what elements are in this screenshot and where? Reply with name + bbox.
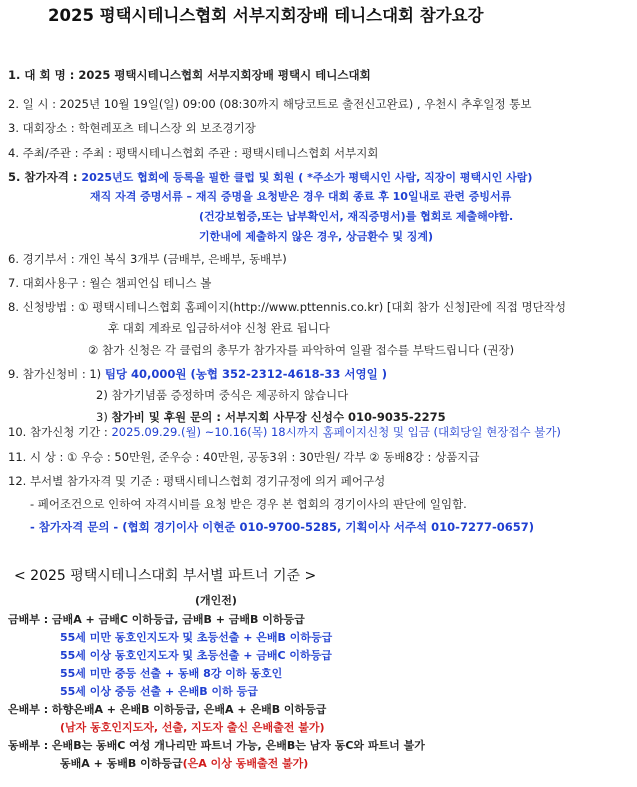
eligibility-note-3: 기한내에 제출하지 않은 경우, 상금환수 및 징계) [199,230,434,243]
item-venue: 3. 대회장소 : 학현레포츠 테니스장 외 보조경기장 [8,121,256,135]
criteria-note-1: - 페어조건으로 인하여 자격시비를 요청 받은 경우 본 협회의 경기이사의 판단에 일임함. [30,497,467,511]
silver-rule-2: (남자 동호인지도자, 선출, 지도자 출신 은배출전 불가) [60,721,325,734]
eligibility-label: 5. 참가자격 : [8,170,82,184]
item-application-1: 8. 신청방법 : ① 평택시테니스협회 홈페이지(http://www.pttennis.co.kr) [대회 참가 신청]란에 직접 명단작성 [8,300,566,314]
fee-amount: 팀당 40,000원 (농협 352-2312-4618-33 서영일 ) [104,367,387,381]
page-title: 2025 평택시테니스협회 서부지회장배 테니스대회 참가요강 [48,6,484,25]
fee-contact: 참가비 및 후원 문의 : 서부지회 사무장 신성수 010-9035-2275 [111,410,446,424]
item-ball: 7. 대회사용구 : 월슨 챔피언십 테니스 볼 [8,276,212,290]
gold-rule-2: 55세 미만 동호인지도자 및 초등선출 + 은배B 이하등급 [60,631,333,644]
item-divisions: 6. 경기부서 : 개인 복식 3개부 (금배부, 은배부, 동배부) [8,252,287,266]
item-eligibility [8,169,532,186]
silver-rule-1: 은배부 : 하향은배A + 은배B 이하등급, 은배A + 은배B 이하등급 [8,703,327,716]
item-prizes: 11. 시 상 : ① 우승 : 50만원, 준우승 : 40만원, 공동3위 : 30만원/ 각부 ② 동배8강 : 상품지급 [8,450,480,464]
gold-rule-4: 55세 미만 중등 선출 + 동배 8강 이하 동호인 [60,667,283,680]
gold-rule-5: 55세 이상 중등 선출 + 은배B 이하 등급 [60,685,258,698]
item-fee-3 [96,409,446,425]
item-host: 4. 주최/주관 : 주최 : 평택시테니스협회 주관 : 평택시테니스협회 서부지회 [8,146,379,160]
gold-rule-3: 55세 이상 동호인지도자 및 초등선출 + 금배C 이하등급 [60,649,332,662]
item-date: 2. 일 시 : 2025년 10월 19일(일) 09:00 (08:30까지 해당코트로 출전신고완료) , 우천시 추후일정 통보 [8,97,532,111]
criteria-contact: - 참가자격 문의 - (협회 경기이사 이현준 010-9700-5285, 기획이사 서주석 010-7277-0657) [30,520,534,534]
partner-subheading: (개인전) [195,594,237,607]
item-period [8,424,561,440]
eligibility-note-2: (건강보험증,또는 납부확인서, 재직증명서)를 협회로 제출해야함. [199,210,514,223]
bronze-rule-2-text: 동배A + 동배B 이하등급 [60,757,183,770]
bronze-rule-1: 동배부 : 은배B는 동배C 여성 개나리만 파트너 가능, 은배B는 남자 동C와 파트너 불가 [8,739,425,752]
partner-heading: < 2025 평택시테니스대회 부서별 파트너 기준 > [14,568,317,584]
fee-3-num: 3) [96,410,112,424]
event-name-text: 1. 대 회 명 : 2025 평택시테니스협회 서부지회장배 평택시 테니스대회 [8,68,371,82]
item-fee [8,366,387,382]
gold-rule-1: 금배부 : 금배A + 금배C 이하등급, 금배B + 금배B 이하등급 [8,613,305,626]
item-event-name [8,67,371,83]
item-application-2: ② 참가 신청은 각 클럽의 총무가 참가자를 파악하여 일괄 접수를 부탁드립니다 (권장) [88,343,515,357]
bronze-rule-2 [60,756,308,772]
fee-label: 9. 참가신청비 : 1) [8,367,105,381]
item-criteria: 12. 부서별 참가자격 및 기준 : 평택시테니스협회 경기규정에 의거 페어구성 [8,474,386,488]
eligibility-note-1: 재직 자격 증명서류 – 재직 증명을 요청받은 경우 대회 종료 후 10일내로 관련 증빙서류 [90,190,512,203]
item-fee-2: 2) 참가기념품 증정하며 중식은 제공하지 않습니다 [96,388,349,402]
item-application-1b: 후 대회 계좌로 입금하셔야 신청 완료 됩니다 [108,321,330,335]
eligibility-text: 2025년도 협회에 등록을 필한 클럽 및 회원 ( *주소가 평택시인 사람, 직장이 평택시인 사람) [81,171,533,184]
bronze-rule-2-note: (은A 이상 동배출전 불가) [182,757,309,770]
period-text: 2025.09.29.(월) ~10.16(목) 18시까지 홈페이지신청 및 입금 (대회당일 현장접수 불가) [111,425,561,439]
period-label: 10. 참가신청 기간 : [8,425,112,439]
